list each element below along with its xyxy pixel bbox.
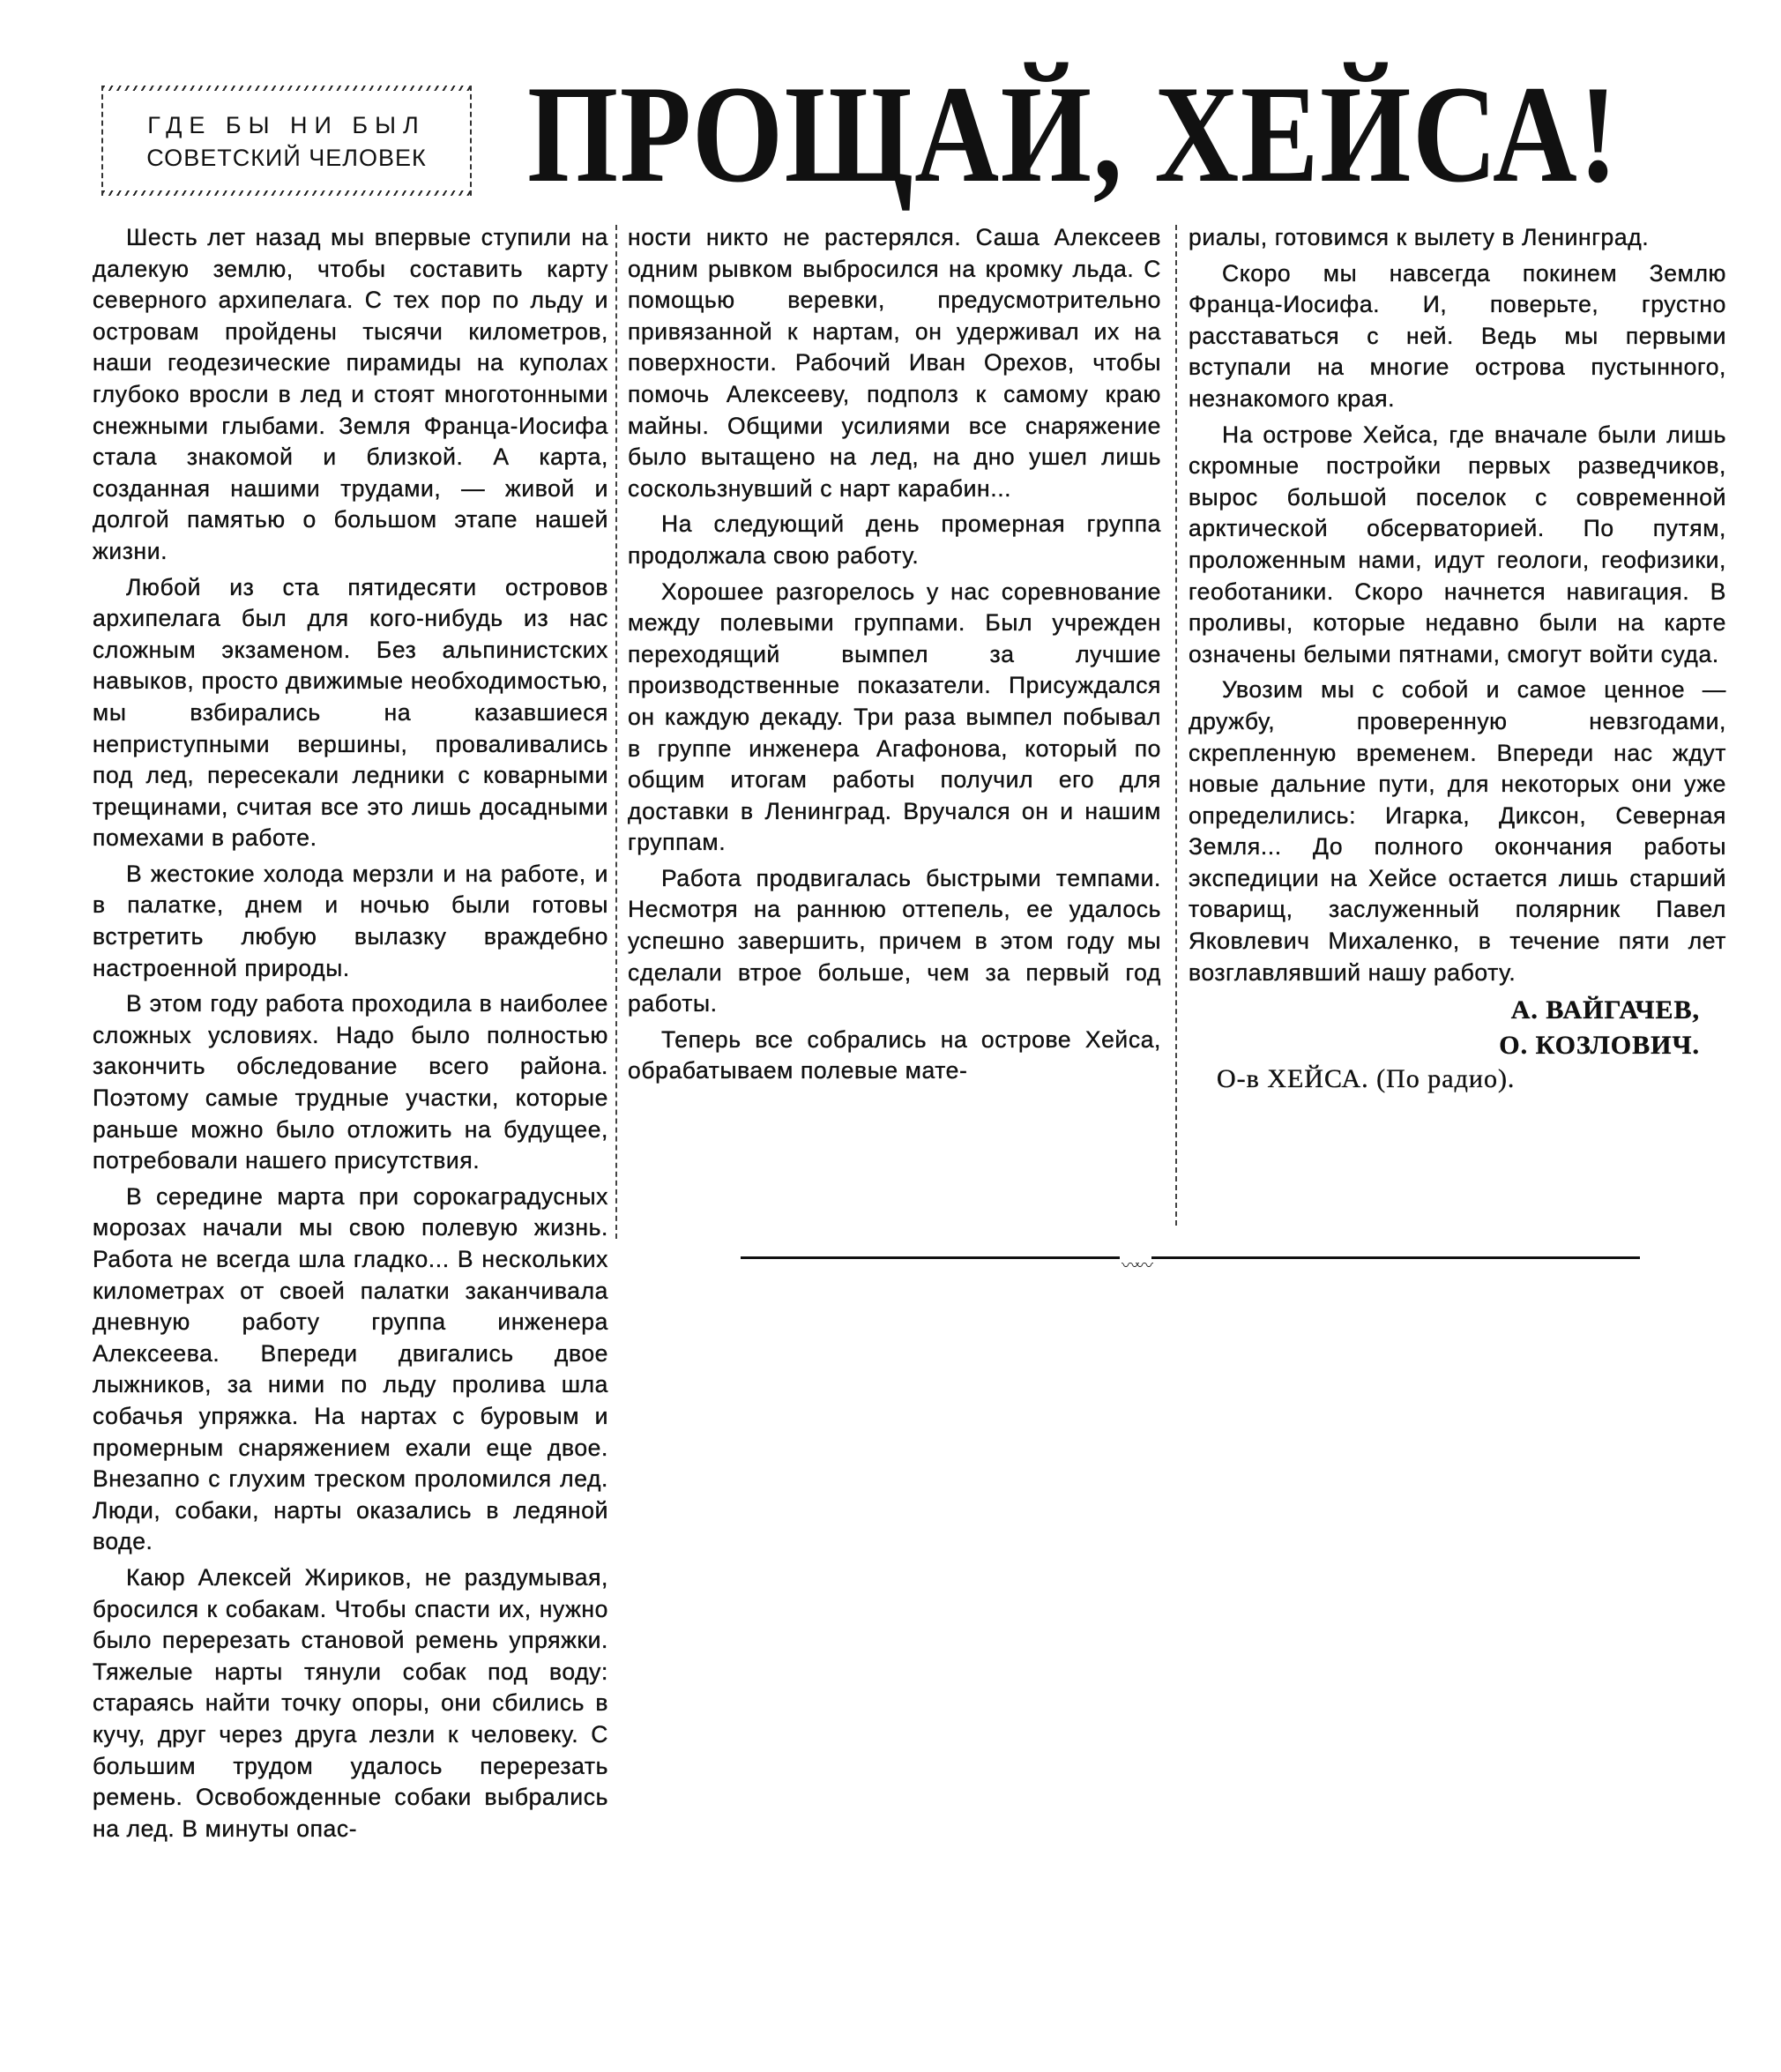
column-3 (1189, 222, 1726, 1095)
rubric-line-1: ГДЕ БЫ НИ БЫЛ (147, 112, 426, 138)
paragraph: Каюр Алексей Жириков, не раздумывая, бросился к собакам. Чтобы спасти их, нужно было перерезать становой ремень упряжки. Тяжелые нарты тянули собак под воду: стараясь найти точку опоры, они сбились в кучу, друг через друга лезли к человеку. С большим трудом удалось перерезать ремень. Освобожденные собаки выбрались на лед. В минуты опас- (93, 1563, 608, 1842)
author-2: О. КОЗЛОВИЧ. (1499, 1031, 1700, 1061)
end-rule (741, 1256, 1640, 1276)
headline: ПРОЩАЙ, ХЕЙСА! (527, 57, 1620, 212)
paragraph: На острове Хейса, где вначале были лишь скромные постройки первых разведчиков, вырос большой поселок с современной арктической обсерваторией. По путям, проложенным нами, идут геологи, геофизики, геоботаники. Скоро начнется навигация. В проливы, которые недавно были на карте означены белыми пятнами, смогут войти суда. (1189, 421, 1726, 667)
column-divider (1175, 225, 1177, 1226)
paragraph: Шесть лет назад мы впервые ступили на далекую землю, чтобы составить карту северного архипелага. С тех пор по льду и островам пройдены тысячи километров, наши геодезические пирамиды на куполах глубоко вросли в лед и стоят многотонными снежными глыбами. Земля Франца-Иосифа стала знакомой и близкой. А карта, созданная нашими трудами, — живой и долгой памятью о большом этапе нашей жизни. (93, 224, 608, 564)
column-1 (93, 222, 608, 1849)
column-2 (628, 222, 1161, 1092)
paragraph: На следующий день промерная группа продолжала свою работу. (628, 511, 1161, 569)
paragraph: Любой из ста пятидесяти островов архипелага был для кого-нибудь из нас сложным экзаменом. Без альпинистских навыков, просто движимые необходимостью, мы взбирались на казавшиеся неприступными вершины, проваливались под лед, пересекали ледники с коварными трещинами, считая все это лишь досадными помехами в работе. (93, 573, 608, 852)
column-divider (615, 225, 617, 1239)
paragraph: В середине марта при сорокаградусных морозах начали мы свою полевую жизнь. Работа не всегда шла гладко... В нескольких километрах от своей палатки заканчивала дневную работу группа инженера Алексеева. Впереди двигались двое лыжников, за ними по льду пролива шла собачья упряжка. На нартах с буровым и промерным снаряжением ехали еще двое. Внезапно с глухим треском проломился лед. Люди, собаки, нарты оказались в ледяной воде. (93, 1182, 608, 1555)
paragraph: Увозим мы с собой и самое ценное — дружбу, проверенную невзгодами, скрепленную временем. Впереди нас ждут новые дальние пути, для некоторых они уже определились: Игарка, Диксон, Северная Земля... До полного окончания работы экспедиции на Хейсе остается лишь старший товарищ, заслуженный полярник Павел Яковлевич Михаленко, в течение пяти лет возглавлявший нашу работу. (1189, 676, 1726, 986)
dateline: О-в ХЕЙСА. (По радио). (1217, 1064, 1516, 1094)
paragraph: Работа продвигалась быстрыми темпами. Несмотря на раннюю оттепель, ее удалось успешно завершить, причем в этом году мы сделали втрое больше, чем за первый год работы. (628, 864, 1161, 1017)
end-rule-ornament: 〰〰 (1120, 1251, 1151, 1277)
paragraph: В жестокие холода мерзли и на работе, и в палатке, днем и ночью были готовы встретить любую вылазку враждебно настроенной природы. (93, 860, 608, 981)
paragraph: В этом году работа проходила в наиболее сложных условиях. Надо было полностью закончить обследование всего района. Поэтому самые трудные участки, которые раньше можно было отложить на будущее, потребовали нашего присутствия. (93, 990, 608, 1174)
paragraph: Теперь все собрались на острове Хейса, обрабатываем полевые мате- (628, 1025, 1161, 1084)
paragraph: ности никто не растерялся. Саша Алексеев одним рывком выбросился на кромку льда. С помощью веревки, предусмотрительно привязанной к нартам, он удерживал их на поверхности. Рабочий Иван Орехов, чтобы помочь Алексееву, подполз к самому краю майны. Общими усилиями все снаряжение было вытащено на лед, на дно ушел лишь соскользнувший с нарт карабин... (628, 224, 1161, 502)
author-1: А. ВАЙГАЧЕВ, (1510, 995, 1700, 1025)
paragraph: Хорошее разгорелось у нас соревнование между полевыми группами. Был учрежден переходящий вымпел за лучшие производственные показатели. Присуждался он каждую декаду. Три раза вымпел побывал в группе инженера Агафонова, который по общим итогам работы получил его для доставки в Ленинград. Вручался он и нашим группам. (628, 578, 1161, 856)
paragraph: Скоро мы навсегда покинем Землю Франца-Иосифа. И, поверьте, грустно расставаться с ней. Ведь мы первыми вступали на многие острова пустынного, незнакомого края. (1189, 259, 1726, 412)
rubric-box (101, 86, 472, 196)
rubric-line-2: СОВЕТСКИЙ ЧЕЛОВЕК (146, 145, 427, 171)
paragraph: риалы, готовимся к вылету в Ленинград. (1189, 224, 1650, 250)
